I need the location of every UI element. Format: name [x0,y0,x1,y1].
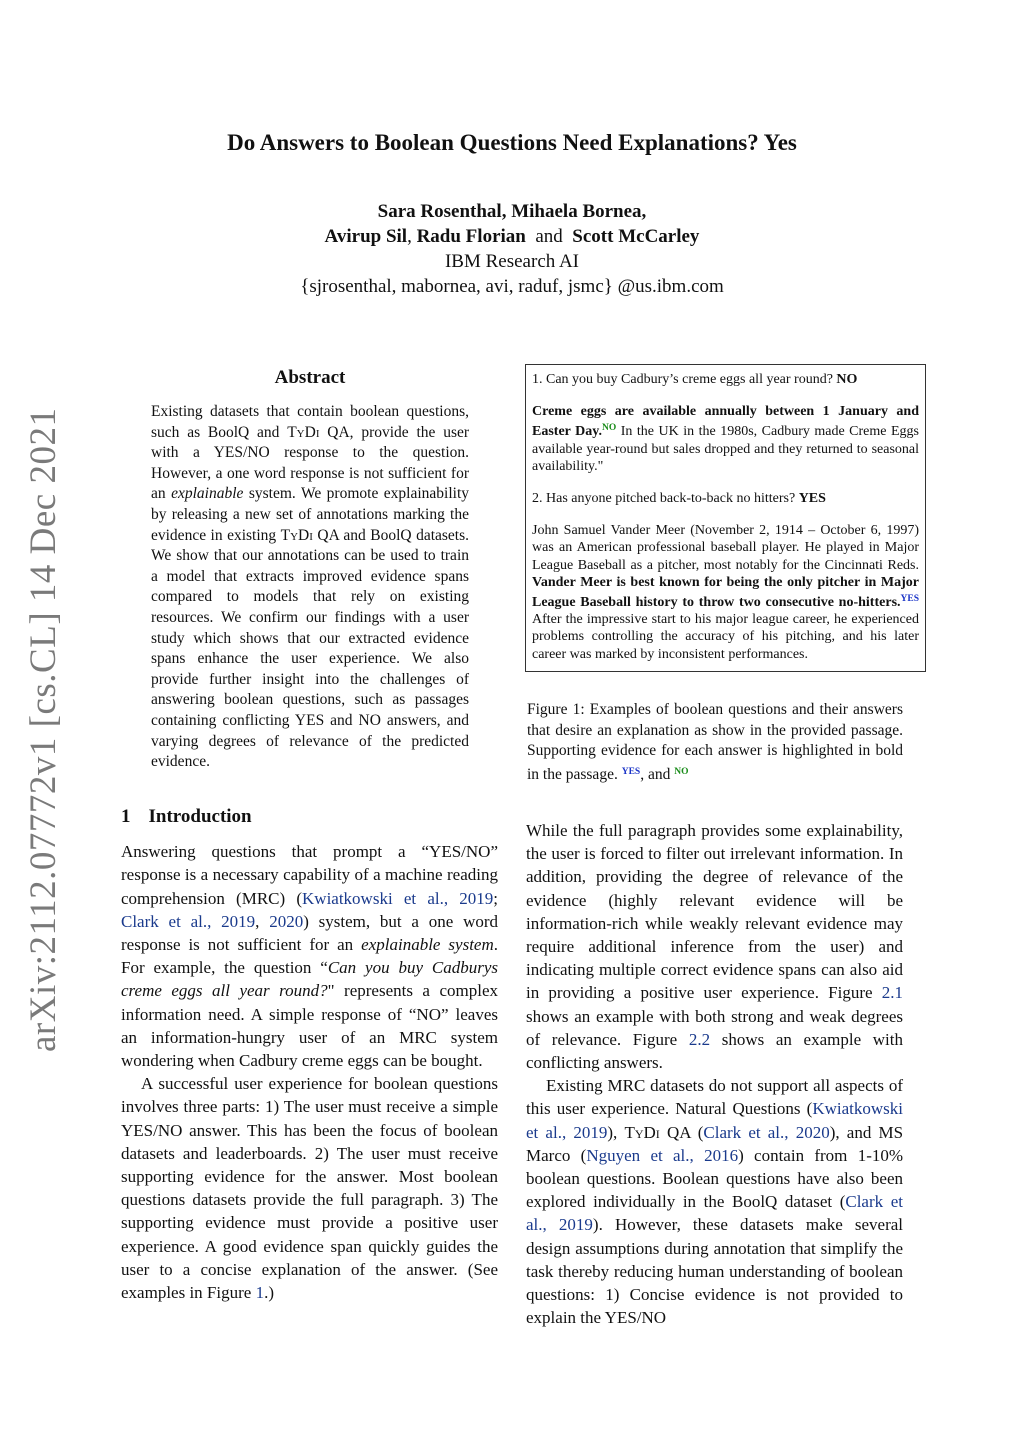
section-heading-introduction: 1 Introduction [121,806,252,827]
figure-answer-2: YES [798,491,826,507]
paper-title: Do Answers to Boolean Questions Need Explanations? Yes [227,130,797,155]
figure-answer-1: NO [836,372,858,387]
authors-and: and [535,226,563,247]
right-paragraph-1: While the full paragraph provides some explainability, the user is forced to filter out irrelevant information. In addition, providing the degree of relevance of the evidence (highly relevant evidence will be information-rich while weakly relevant evidence may require additional inference from the user) and indicating multiple correct evidence spans can also aid in providing a positive user experience. Figure 2.1 shows an example with both strong and weak degrees of relevance. Figure 2.2 shows an example with conflicting answers. [526,821,904,1073]
intro-paragraph-1: Answering questions that prompt a “YES/NO” response is a necessary capability of a machine reading comprehension (MRC) (Kwiatkowski et al., 2019; Clark et al., 2019, 2020) system, but a one word response is not sufficient for an explainable system. For example, the question “Can you buy Cadburys creme eggs all year round?" represents a complex information need. A simple response of “NO” leaves an information-hungry user of an MRC system wondering when Cadbury creme eggs can be bought. [121,842,499,1071]
authors-line1: Sara Rosenthal, Mihaela Bornea, [377,201,647,222]
abstract-body: Existing datasets that contain boolean questions, such as BoolQ and TyDi QA, provide the user with a YES/NO response to the question. However, a one word response is not sufficient for an explainable system. We promote explainability by releasing a new set of annotations marking the evidence in existing TyDi QA and BoolQ datasets. We show that our annotations can be used to train a model that extracts improved evidence spans compared to models that rely on existing resources. We confirm our findings with a user study which shows that our extracted evidence spans enhance the user experience. We also provide further insight into the challenges of answering boolean questions, such as passages containing conflicting YES and NO answers, and varying degrees of relevance of the predicted evidence. [151,403,470,771]
citation-clark-3[interactable]: Clark et al., 2019 [526,1192,904,1235]
author-sil: Avirup Sil [324,226,408,247]
figure-1-box: 1. Can you buy Cadbury’s creme eggs all year round? NO Creme eggs are available annually between 1 January and Easter Day.$^{NO}$ In the UK in the 1980s, Cadbury made Creme Eggs available year-round but sales dropped and they returned to seasonal availability." 2. Has anyone pitched back-to-back no hitters? YES John Samuel Vander Meer (November 2, 1914 – October 6, 1997) was an American professional baseball player. He played in Major League Baseball as a pitcher, most notably for the Cincinnati Reds. Vander Meer is best known for being the only pitcher in Major League Baseball history to throw two consecutive no-hitters.$^{YES}$ After the impressive start to his major league career, he experienced problems controlling the accuracy of his pitching, and his later career was marked by inconsistent performances. [525,364,926,672]
citation-nguyen[interactable]: Nguyen et al., 2016 [586,1145,739,1165]
right-column [526,819,903,1329]
figure-ref-2-2[interactable]: 2.2 [688,1029,711,1049]
figure-question-2: 2. Has anyone pitched back-to-back no hitters? [532,491,796,507]
figure-ref-1[interactable]: 1 [255,1283,265,1303]
intro-paragraph-2: A successful user experience for boolean questions involves three parts: 1) The user must receive a simple YES/NO answer. This has been the focus of boolean datasets and leaderboards. 2) The user must receive supporting evidence for the answer. Most boolean questions datasets provide the full paragraph. 3) The supporting evidence must provide a positive user experience. A good evidence span quickly guides the user to a concise explanation of the answer. (See examples in Figure 1.) [121,1074,498,1303]
citation-kwiatkowski[interactable]: Kwiatkowski et al., 2019 [302,888,494,908]
abstract-heading: Abstract [274,367,346,388]
citation-kwiatkowski-2[interactable]: Kwiatkowski et al., 2019 [526,1099,903,1142]
arxiv-identifier: arXiv:2112.07772v1 [cs.CL] 14 Dec 2021 [23,407,64,1052]
citation-clark-2020[interactable]: 2020 [269,911,304,931]
author-mccarley: Scott McCarley [572,226,700,247]
figure-ref-2-1[interactable]: 2.1 [881,983,904,1003]
right-paragraph-2: Existing MRC datasets do not support all aspects of this user experience. Natural Questions (Kwiatkowski et al., 2019), TyDi QA (Clark et al., 2020), and MS Marco (Nguyen et al., 2016) contain from 1-10% boolean questions. Boolean questions have also been explored individually in the BoolQ dataset (Clark et al., 2019). However, these datasets make several design assumptions during annotation that simplify the task thereby reducing human understanding of boolean questions: 1) Concise evidence is not provided to explain the YES/NO [526,1076,904,1328]
emails: {sjrosenthal, mabornea, avi, raduf, jsmc} @us.ibm.com [300,276,724,297]
figure-1-caption: Figure 1: Examples of boolean questions and their answers that desire an explanation as show in the provided passage. Supporting evidence for each answer is highlighted in bold in the passage. $^{YES}$, and $^{NO}$ [527,701,903,783]
figure-question-1: 1. Can you buy Cadbury’s creme eggs all year round? [532,372,833,387]
citation-clark-2[interactable]: Clark et al., 2020 [703,1122,830,1142]
author-florian: Radu Florian [416,226,526,247]
author-block: Sara Rosenthal, Mihaela Bornea, Avirup Sil, Radu Florian and Scott McCarley IBM Research AI {sjrosenthal, mabornea, avi, raduf, jsmc} @us.ibm.com [0,199,1024,299]
citation-clark[interactable]: Clark et al., 2019 [121,911,256,931]
affiliation: IBM Research AI [444,251,580,272]
left-column [121,805,498,1304]
